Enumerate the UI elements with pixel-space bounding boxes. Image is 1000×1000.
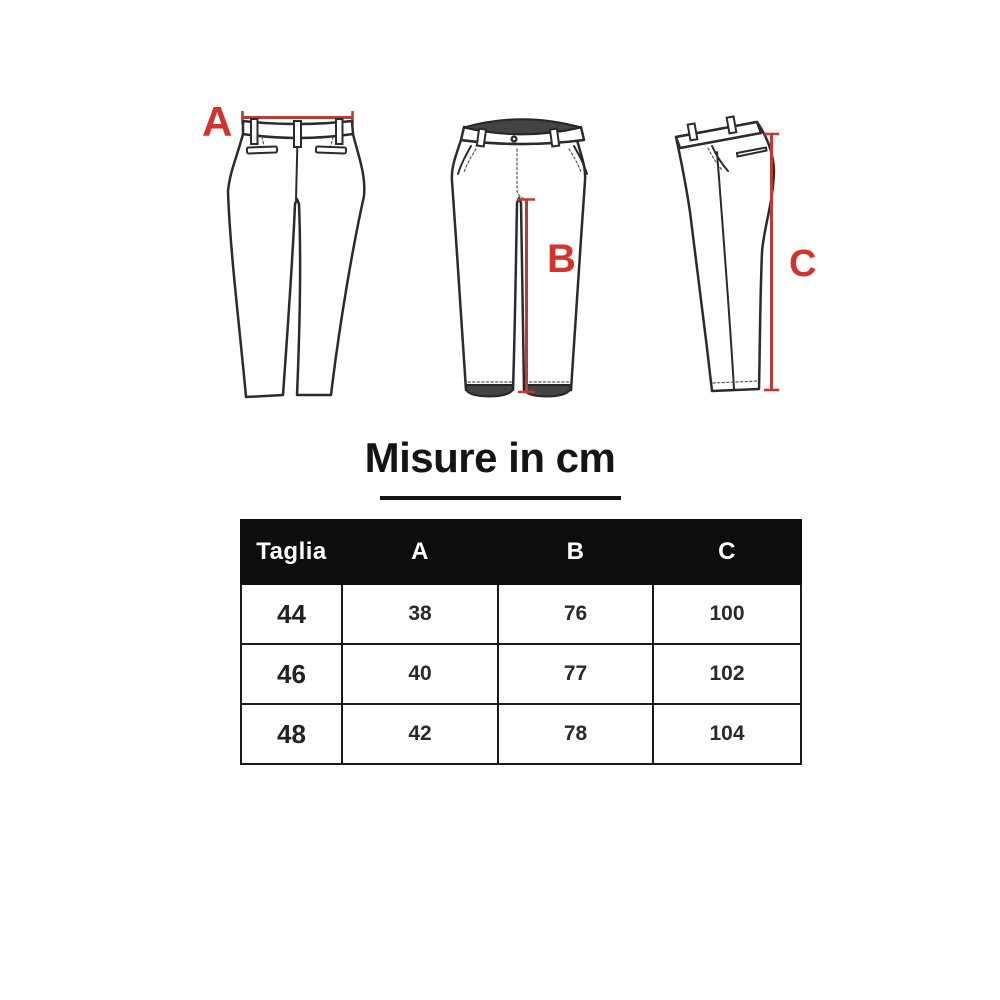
size-cell-a: 40 bbox=[342, 644, 498, 704]
size-cell-taglia: 46 bbox=[241, 644, 342, 704]
title-underline bbox=[380, 496, 621, 500]
size-chart-title: Misure in cm bbox=[364, 434, 616, 481]
size-table bbox=[240, 519, 802, 765]
size-row-46 bbox=[241, 644, 801, 704]
pants-front-view-icon bbox=[440, 108, 605, 403]
size-cell-b: 77 bbox=[498, 644, 653, 704]
measure-label-c: C bbox=[789, 243, 817, 285]
size-row-48 bbox=[241, 704, 801, 764]
column-header-a: A bbox=[342, 520, 498, 584]
size-cell-c: 100 bbox=[653, 584, 801, 644]
size-table-header-row bbox=[241, 520, 801, 584]
size-cell-a: 42 bbox=[342, 704, 498, 764]
size-cell-b: 76 bbox=[498, 584, 653, 644]
size-cell-taglia: 48 bbox=[241, 704, 342, 764]
measure-label-b: B bbox=[547, 237, 576, 281]
measure-label-a: A bbox=[202, 98, 233, 145]
column-header-c: C bbox=[653, 520, 801, 584]
size-row-44 bbox=[241, 584, 801, 644]
size-cell-b: 78 bbox=[498, 704, 653, 764]
size-cell-c: 104 bbox=[653, 704, 801, 764]
size-cell-a: 38 bbox=[342, 584, 498, 644]
size-cell-taglia: 44 bbox=[241, 584, 342, 644]
column-header-taglia: Taglia bbox=[241, 520, 342, 584]
column-header-b: B bbox=[498, 520, 653, 584]
size-cell-c: 102 bbox=[653, 644, 801, 704]
